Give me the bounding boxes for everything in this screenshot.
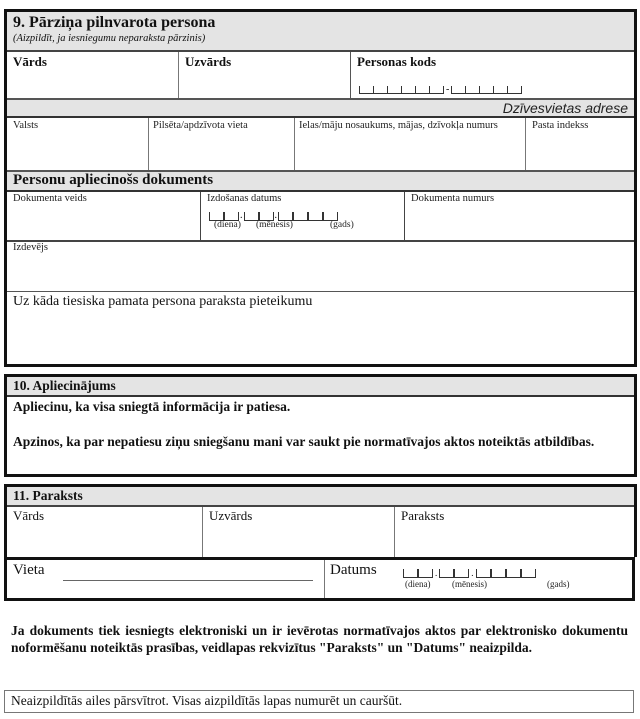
last-name-label: Uzvārds bbox=[185, 54, 232, 69]
date-field[interactable] bbox=[325, 560, 632, 598]
personal-code-label: Personas kods bbox=[357, 54, 437, 69]
postal-code-field[interactable] bbox=[526, 118, 634, 170]
id-doc-heading-bar bbox=[7, 172, 634, 192]
date-year-caption: (gads) bbox=[547, 579, 570, 589]
section-11 bbox=[4, 484, 637, 557]
date-month-caption: (mēnesis) bbox=[452, 579, 487, 589]
place-label: Vieta bbox=[13, 562, 45, 578]
address-heading: Dzīvesvietas adrese bbox=[502, 100, 628, 116]
section-9-title: 9. Pārziņa pilnvarota persona bbox=[13, 14, 216, 31]
statement-liability: Apzinos, ka par nepatiesu ziņu sniegšanu mani var saukt pie normatīvajos aktos noteiktās atbildības. bbox=[13, 434, 595, 449]
issue-date-boxes[interactable]: . . bbox=[209, 210, 338, 221]
street-label: Ielas/māju nosaukums, mājas, dzīvokļa numurs bbox=[299, 120, 498, 131]
signer-first-name-field[interactable] bbox=[7, 507, 203, 557]
city-field[interactable] bbox=[149, 118, 295, 170]
name-row bbox=[7, 52, 634, 100]
doc-number-field[interactable] bbox=[405, 192, 634, 240]
date-day-caption: (diena) bbox=[405, 579, 431, 589]
place-input-line[interactable] bbox=[63, 580, 313, 581]
place-field[interactable] bbox=[7, 560, 325, 598]
address-heading-bar bbox=[7, 100, 634, 118]
doc-type-field[interactable] bbox=[7, 192, 201, 240]
section-9-subtitle: (Aizpildīt, ja iesniegumu neparaksta pārzinis) bbox=[13, 33, 206, 44]
issue-date-label: Izdošanas datums bbox=[207, 193, 282, 204]
signer-last-name-label: Uzvārds bbox=[209, 508, 253, 523]
legal-basis-label: Uz kāda tiesiska pamata persona paraksta pieteikumu bbox=[13, 294, 313, 309]
postal-code-label: Pasta indekss bbox=[532, 120, 589, 131]
signature-label: Paraksts bbox=[401, 508, 445, 523]
footer-note-box bbox=[4, 690, 634, 713]
issuer-field[interactable] bbox=[7, 242, 634, 292]
place-date-row bbox=[4, 557, 635, 601]
legal-basis-field[interactable] bbox=[7, 292, 634, 364]
section-10-title: 10. Apliecinājums bbox=[13, 378, 116, 393]
country-field[interactable] bbox=[7, 118, 149, 170]
footer-note: Neaizpildītās ailes pārsvītrot. Visas aizpildītās lapas numurēt un cauršūt. bbox=[11, 693, 403, 708]
date-boxes[interactable]: . . bbox=[403, 568, 536, 578]
section-10-header bbox=[7, 377, 634, 397]
date-label: Datums bbox=[330, 562, 377, 578]
id-doc-row bbox=[7, 192, 634, 242]
section-10 bbox=[4, 374, 637, 477]
section-9 bbox=[4, 9, 637, 367]
first-name-label: Vārds bbox=[13, 54, 47, 69]
personal-code-field[interactable] bbox=[351, 52, 634, 98]
section-9-header bbox=[7, 12, 634, 52]
signer-first-name-label: Vārds bbox=[13, 508, 45, 523]
id-doc-heading: Personu apliecinošs dokuments bbox=[13, 172, 214, 188]
doc-type-label: Dokumenta veids bbox=[13, 193, 87, 204]
issue-date-field[interactable] bbox=[201, 192, 405, 240]
section-11-title: 11. Paraksts bbox=[13, 488, 83, 503]
issuer-label: Izdevējs bbox=[13, 242, 48, 253]
signer-last-name-field[interactable] bbox=[203, 507, 395, 557]
country-label: Valsts bbox=[13, 120, 39, 131]
section-11-header bbox=[7, 487, 634, 507]
issue-date-month-caption: (mēnesis) bbox=[256, 220, 293, 230]
issue-date-day-caption: (diena) bbox=[214, 220, 241, 230]
personal-code-separator: - bbox=[446, 84, 450, 95]
first-name-field[interactable] bbox=[7, 52, 179, 98]
electronic-submission-note: Ja dokuments tiek iesniegts elektroniski un ir ievērotas normatīvajos aktos par elektronisko dokumentu noformēšanu noteiktās prasības, veidlapas rekvizītus "Paraksts" un "Datums" neaizpilda. bbox=[11, 623, 628, 655]
last-name-field[interactable] bbox=[179, 52, 351, 98]
address-row bbox=[7, 118, 634, 172]
doc-number-label: Dokumenta numurs bbox=[411, 193, 495, 204]
signature-field[interactable] bbox=[395, 507, 634, 557]
statement-truth: Apliecinu, ka visa sniegtā informācija ir patiesa. bbox=[13, 399, 291, 414]
personal-code-boxes[interactable] bbox=[359, 86, 522, 94]
street-field[interactable] bbox=[295, 118, 526, 170]
issue-date-year-caption: (gads) bbox=[330, 220, 354, 230]
city-label: Pilsēta/apdzīvota vieta bbox=[153, 120, 248, 131]
